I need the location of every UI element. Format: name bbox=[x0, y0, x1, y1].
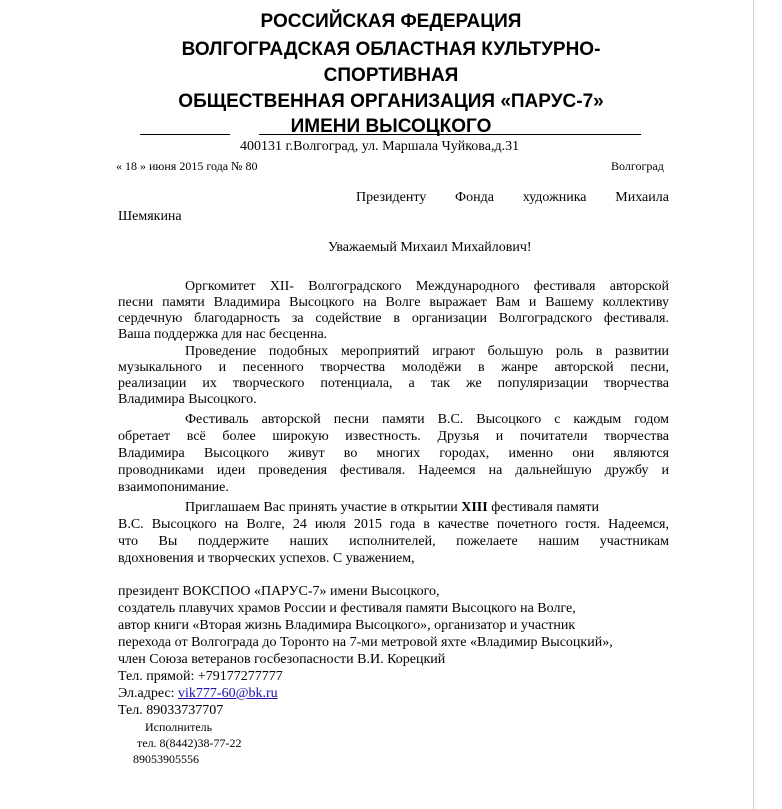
executor-title: Исполнитель bbox=[145, 720, 213, 734]
addressee-word: Президенту bbox=[356, 190, 427, 205]
addressee-word: художника bbox=[522, 190, 587, 205]
document-date: « 18 » июня 2015 года № 80 bbox=[116, 159, 258, 173]
body-line: вдохновения и творческих успехов. С уважением, bbox=[118, 551, 415, 566]
addressee-word: Михаила bbox=[615, 190, 669, 205]
body-line: взаимопонимание. bbox=[118, 480, 229, 495]
executor-phone: тел. 8(8442)38-77-22 bbox=[137, 736, 242, 750]
body-line: Владимира Высоцкого живут во многих городах, именно они являются bbox=[118, 446, 669, 461]
body-line: проводниками идеи проведения фестиваля. Надеемся на дальнейшую дружбу и bbox=[118, 463, 669, 478]
body-line: В.С. Высоцкого на Волге, 24 июля 2015 года в качестве почетного гостя. Надеемся, bbox=[118, 517, 669, 532]
body-line: песни памяти Владимира Высоцкого на Волге выражает Вам и Вашему коллективу bbox=[118, 295, 669, 310]
header-underline-left bbox=[140, 134, 230, 135]
body-line bbox=[185, 500, 599, 516]
greeting: Уважаемый Михаил Михайлович! bbox=[328, 240, 532, 255]
document-city: Волгоград bbox=[611, 159, 664, 173]
body-line: Фестиваль авторской песни памяти В.С. Высоцкого с каждым годом bbox=[185, 412, 669, 427]
signature-line: создатель плавучих храмов России и фестиваля памяти Высоцкого на Волге, bbox=[118, 601, 576, 616]
header-org-line-3: ОБЩЕСТВЕННАЯ ОРГАНИЗАЦИЯ «ПАРУС-7» bbox=[178, 91, 604, 112]
body-line: сердечную благодарность за содействие в организации Волгоградского фестиваля. bbox=[118, 311, 669, 326]
body-line: Оргкомитет XII- Волгоградского Международного фестиваля авторской bbox=[185, 279, 669, 294]
body-text-segment: Приглашаем Вас принять участие в открытии bbox=[185, 500, 462, 515]
contact-phone-direct: Тел. прямой: +79177277777 bbox=[118, 669, 283, 684]
body-line: реализации их творческого потенциала, а так же популяризации творчества bbox=[118, 376, 669, 391]
addressee-word: Фонда bbox=[455, 190, 494, 205]
signature-line: президент ВОКСПОО «ПАРУС-7» имени Высоцкого, bbox=[118, 584, 440, 599]
body-line: Владимира Высоцкого. bbox=[118, 392, 257, 407]
header-country: РОССИЙСКАЯ ФЕДЕРАЦИЯ bbox=[260, 11, 522, 32]
executor-mobile: 89053905556 bbox=[133, 752, 199, 766]
addressee-line-2: Шемякина bbox=[118, 209, 182, 224]
header-underline-right bbox=[259, 134, 641, 135]
contact-phone: Тел. 89033737707 bbox=[118, 703, 224, 718]
signature-line: перехода от Волгограда до Торонто на 7-ми метровой яхте «Владимир Высоцкий», bbox=[118, 635, 613, 650]
header-org-line-2: СПОРТИВНАЯ bbox=[323, 65, 459, 86]
contact-email-label: Эл.адрес: bbox=[118, 686, 179, 701]
signature-line: член Союза ветеранов госбезопасности В.И. Корецкий bbox=[118, 652, 446, 667]
body-line: обретает всё более широкую известность. Друзья и почитатели творчества bbox=[118, 429, 669, 444]
body-line: Проведение подобных мероприятий играют большую роль в развитии bbox=[185, 344, 669, 359]
body-line: что Вы поддержите наших исполнителей, пожелаете нашим участникам bbox=[118, 534, 669, 549]
signature-line: автор книги «Вторая жизнь Владимира Высоцкого», организатор и участник bbox=[118, 618, 576, 633]
body-line: Ваша поддержка для нас бесценна. bbox=[118, 327, 328, 342]
body-line: музыкального и песенного творчества молодёжи в жанре авторской песни, bbox=[118, 360, 669, 375]
contact-email-row bbox=[118, 686, 278, 702]
email-link[interactable]: vik777-60@bk.ru bbox=[178, 686, 278, 701]
body-text-segment: фестиваля памяти bbox=[487, 500, 599, 515]
header-org-name: ИМЕНИ ВЫСОЦКОГО bbox=[290, 116, 492, 137]
header-org-line-1: ВОЛГОГРАДСКАЯ ОБЛАСТНАЯ КУЛЬТУРНО- bbox=[181, 39, 601, 60]
addressee-line-1 bbox=[356, 190, 669, 206]
festival-number: XIII bbox=[461, 500, 488, 515]
org-address: 400131 г.Волгоград, ул. Маршала Чуйкова,д.31 bbox=[240, 139, 520, 154]
